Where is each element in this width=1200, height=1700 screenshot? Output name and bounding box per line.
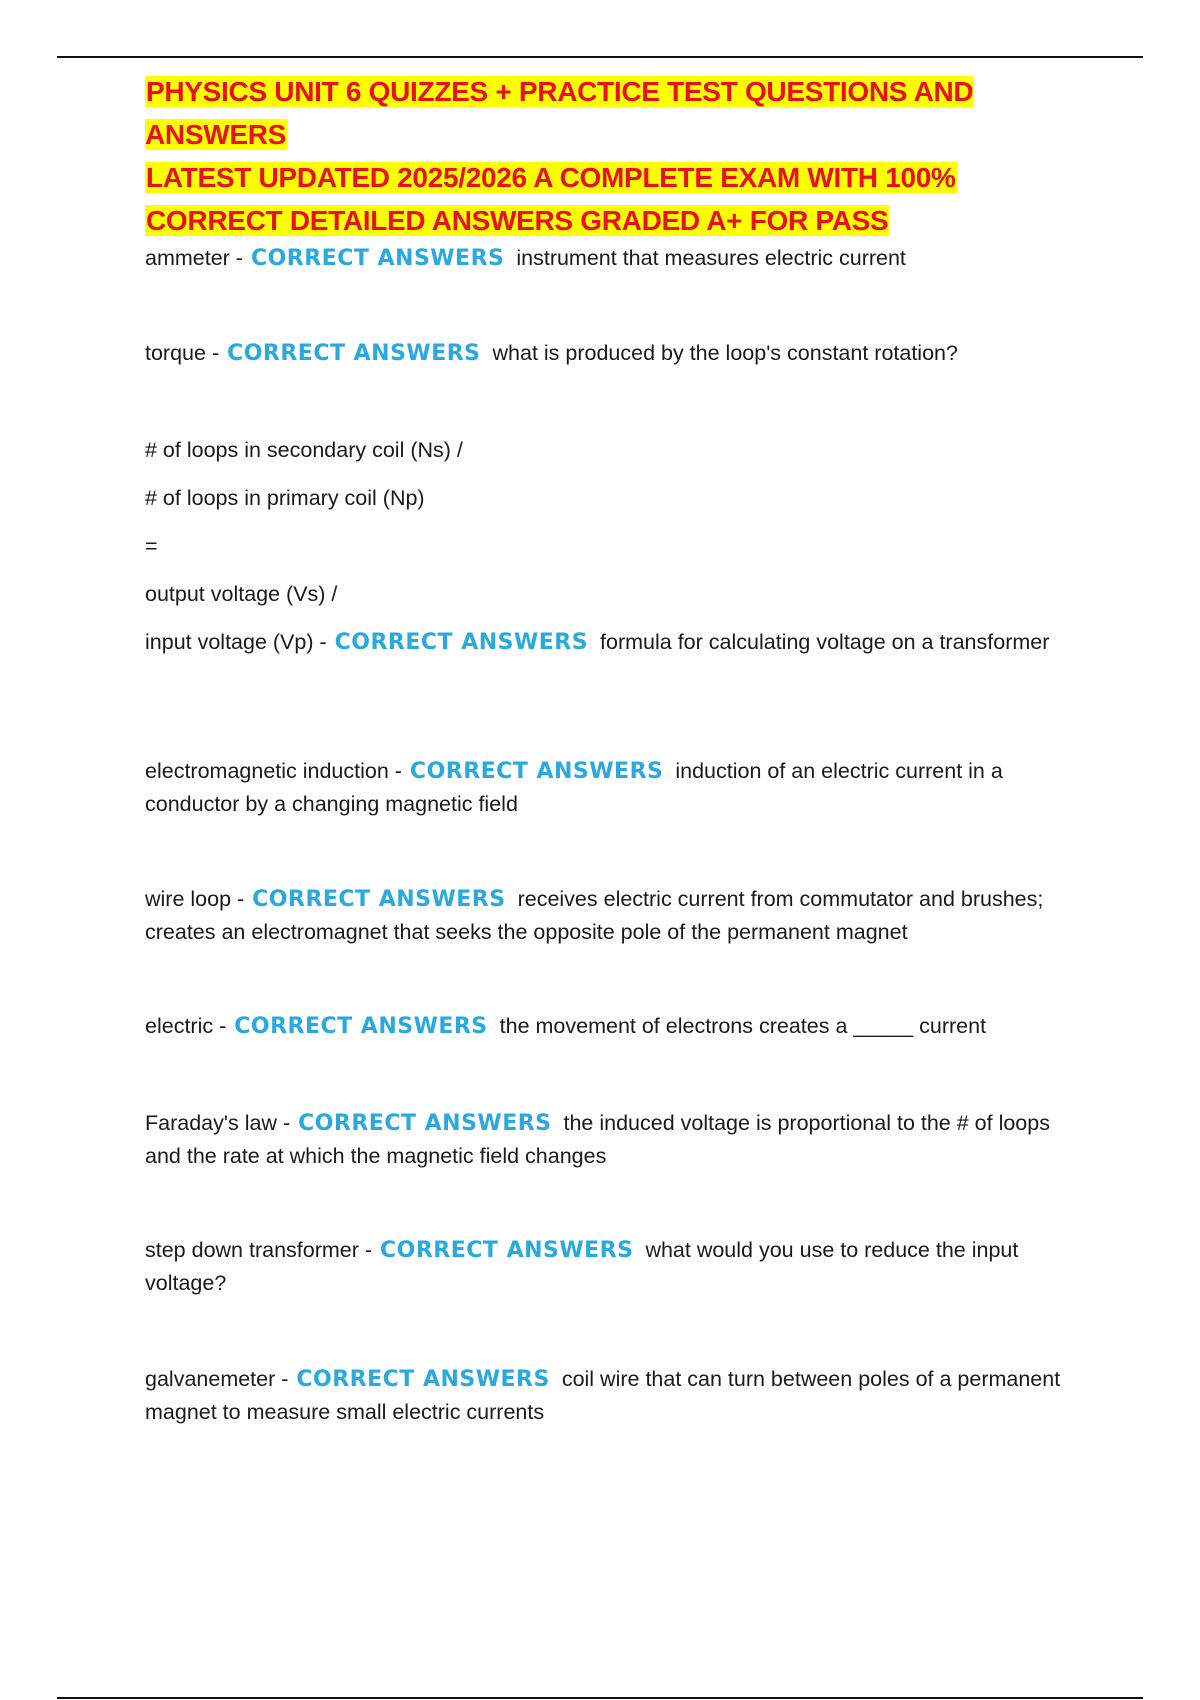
correct-answers-label: CORRECT ANSWERS	[296, 1367, 550, 1392]
qa-separator: -	[276, 1111, 297, 1135]
formula-line: # of loops in secondary coil (Ns) /	[145, 438, 463, 462]
qa-term: input voltage (Vp)	[145, 630, 314, 654]
qa-term: electric	[145, 1014, 214, 1038]
qa-term: torque	[145, 341, 206, 365]
qa-item	[145, 755, 1085, 820]
qa-answer: what would you use to reduce the input voltage?	[145, 1238, 1019, 1295]
qa-item	[145, 1010, 1085, 1043]
qa-separator: -	[358, 1238, 379, 1262]
bottom-rule	[57, 1697, 1143, 1699]
qa-separator: -	[388, 759, 408, 783]
qa-item	[145, 1107, 1085, 1172]
qa-answer: coil wire that can turn between poles of a permanent magnet to measure small electric currents	[145, 1367, 1061, 1424]
qa-item	[145, 883, 1085, 948]
qa-answer: receives electric current from commutator and brushes; creates an electromagnet that seeks the opposite pole of the permanent magnet	[145, 887, 1044, 944]
correct-answers-label: CORRECT ANSWERS	[252, 887, 506, 912]
title-line-2: LATEST UPDATED 2025/2026 A COMPLETE EXAM WITH 100%	[146, 162, 956, 193]
qa-separator: -	[205, 341, 226, 365]
qa-answer: induction of an electric current in a conductor by a changing magnetic field	[145, 759, 1003, 816]
qa-item	[145, 1363, 1085, 1428]
title-line-1: PHYSICS UNIT 6 QUIZZES + PRACTICE TEST QUESTIONS AND ANSWERS	[145, 76, 974, 150]
document-title	[145, 70, 1085, 242]
correct-answers-label: CORRECT ANSWERS	[380, 1238, 634, 1263]
qa-separator: -	[213, 1014, 233, 1038]
formula-line: output voltage (Vs) /	[145, 582, 338, 606]
qa-term: wire loop	[145, 887, 232, 911]
qa-separator: -	[229, 246, 249, 270]
correct-answers-label: CORRECT ANSWERS	[298, 1111, 552, 1136]
qa-item	[145, 626, 1085, 659]
formula-line: =	[145, 534, 158, 558]
qa-separator: -	[231, 887, 251, 911]
top-rule	[57, 56, 1143, 58]
qa-answer: what is produced by the loop's constant rotation?	[492, 341, 958, 365]
qa-item	[145, 242, 1085, 275]
qa-item	[145, 1234, 1085, 1299]
qa-term: step down transformer	[145, 1238, 359, 1262]
qa-term: electromagnetic induction	[145, 759, 389, 783]
qa-answer: formula for calculating voltage on a transformer	[600, 630, 1050, 654]
qa-answer: the movement of electrons creates a _____ current	[499, 1014, 987, 1038]
qa-answer: the induced voltage is proportional to the # of loops and the rate at which the magnetic field changes	[145, 1111, 1050, 1168]
qa-term: ammeter	[145, 246, 230, 270]
formula-line: # of loops in primary coil (Np)	[145, 486, 425, 510]
qa-answer: instrument that measures electric current	[516, 246, 906, 270]
qa-separator: -	[313, 630, 333, 654]
qa-term: Faraday's law	[145, 1111, 277, 1135]
correct-answers-label: CORRECT ANSWERS	[334, 630, 589, 655]
qa-item	[145, 337, 1085, 370]
qa-term: galvanemeter	[145, 1367, 276, 1391]
correct-answers-label: CORRECT ANSWERS	[227, 341, 481, 366]
document-body	[145, 70, 1085, 1424]
qa-separator: -	[275, 1367, 295, 1391]
title-line-3: CORRECT DETAILED ANSWERS GRADED A+ FOR PASS	[146, 205, 889, 236]
correct-answers-label: CORRECT ANSWERS	[234, 1014, 488, 1039]
correct-answers-label: CORRECT ANSWERS	[409, 759, 664, 784]
correct-answers-label: CORRECT ANSWERS	[250, 246, 505, 271]
